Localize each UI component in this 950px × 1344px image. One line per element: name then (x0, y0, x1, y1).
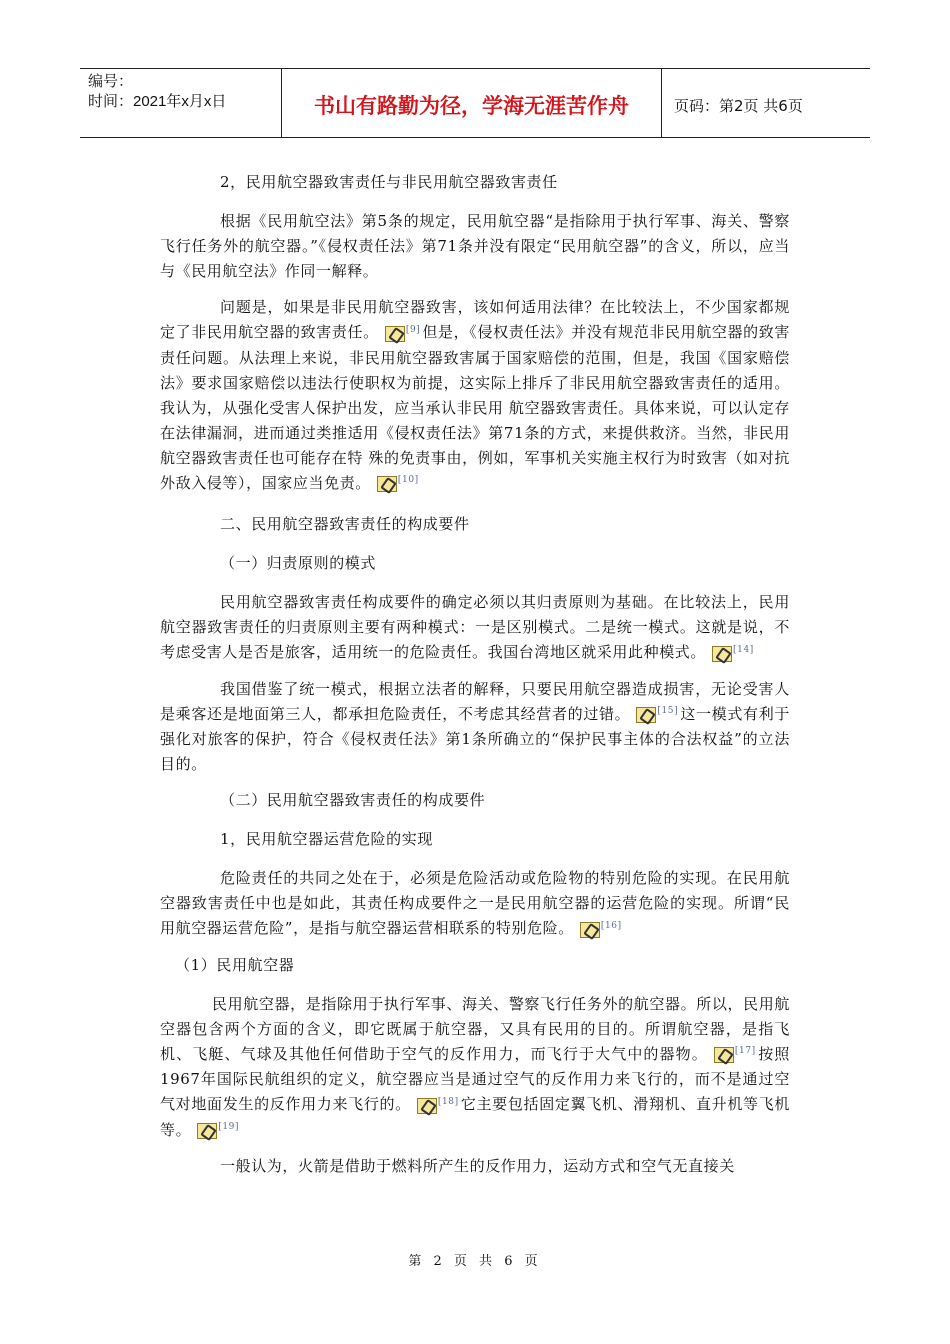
section-heading: （二）民用航空器致害责任的构成要件 (220, 791, 486, 809)
header-page-label: 页码：第2页 共6页 (674, 96, 803, 115)
footnote-link[interactable]: [19] (197, 1118, 239, 1143)
section-heading: 2，民用航空器致害责任与非民用航空器致害责任 (220, 173, 558, 191)
paragraph: 我国借鉴了统一模式，根据立法者的解释，只要民用航空器造成损害，无论受害人是乘客还是地面第三人，都承担危险责任，不考虑其经营者的过错。 [15] 这一模式有利于强化对旅客的保护，符合《侵权责任法》第1条所确立的“保护民事主体的合法权益”的立法目的。 (160, 679, 790, 773)
footnote-link[interactable]: [18] (417, 1093, 459, 1118)
paragraph: 一般认为，火箭是借助于燃料所产生的反作用力，运动方式和空气无直接关 (220, 1157, 735, 1175)
document-header (80, 68, 870, 138)
note-icon (712, 646, 732, 662)
footnote-link[interactable]: [17] (714, 1042, 756, 1067)
paragraph: 根据《民用航空法》第5条的规定，民用航空器“是指除用于执行军事、海关、警察飞行任务外的航空器。”《侵权责任法》第71条并没有限定“民用航空器”的含义，所以，应当与《民用航空法》作同一解释。 (160, 212, 790, 280)
document-body (160, 170, 790, 1190)
section-heading: （一）归责原则的模式 (220, 554, 377, 572)
footnote-link[interactable]: [14] (712, 641, 754, 666)
time-label: 时间：2021年x月x日 (88, 93, 227, 110)
note-icon (580, 922, 600, 938)
footnote-link[interactable]: [15] (636, 702, 678, 727)
footnote-link[interactable]: [10] (377, 471, 419, 496)
note-icon (714, 1047, 734, 1063)
note-icon (197, 1123, 217, 1139)
note-icon (636, 707, 656, 723)
footnote-link[interactable]: [16] (580, 917, 622, 942)
page-footer: 第 2 页 共 6 页 (408, 1254, 542, 1269)
header-meta (80, 69, 282, 137)
paragraph: 民用航空器致害责任构成要件的确定必须以其归责原则为基础。在比较法上，民用航空器致害责任的归责原则主要有两种模式：一是区别模式。二是统一模式。这就是说，不考虑受害人是否是旅客，适用统一的危险责任。我国台湾地区就采用此种模式。 [14] (160, 590, 790, 666)
paragraph: 危险责任的共同之处在于，必须是危险活动或危险物的特别危险的实现。在民用航空器致害责任中也是如此，其责任构成要件之一是民用航空器的运营危险的实现。所谓“民用航空器运营危险”，是指与航空器运营相联系的特别危险。 [16] (160, 866, 790, 942)
paragraph: 民用航空器，是指除用于执行军事、海关、警察飞行任务外的航空器。所以，民用航空器包含两个方面的含义，即它既属于航空器，又具有民用的目的。所谓航空器，是指飞机、飞艇、气球及其他任何借助于空气的反作用力，而飞行于大气中的器物。 [17] 按照1967年国际民航组织的定义，航空器应当是通过空气的反作用力来飞行的，而不是通过空气对地面发生的反作用力来飞行的。 [18] 它主要包括固定翼飞机、滑翔机、直升机等飞机等。 [19] (160, 992, 790, 1144)
note-icon (417, 1098, 437, 1114)
section-heading: 1，民用航空器运营危险的实现 (220, 830, 433, 848)
note-icon (377, 476, 397, 492)
footnote-link[interactable]: [9] (385, 321, 421, 346)
header-motto: 书山有路勤为径，学海无涯苦作舟 (282, 69, 662, 137)
section-heading: （1）民用航空器 (175, 955, 295, 974)
section-heading: 二、民用航空器致害责任的构成要件 (220, 515, 470, 533)
note-icon (385, 326, 405, 342)
paragraph: 问题是，如果是非民用航空器致害，该如何适用法律？在比较法上，不少国家都规定了非民用航空器的致害责任。 [9] 但是，《侵权责任法》并没有规范非民用航空器的致害责任问题。从法理上来说，非民用航空器致害属于国家赔偿的范围，但是，我国《国家赔偿法》要求国家赔偿以违法行使职权为前提，这实际上排斥了非民用航空器致害责任的适用。我认为，从强化受害人保护出发，应当承认非民用 航空器致害责任。具体来说，可以认定存在法律漏洞，进而通过类推适用《侵权责任法》第71条的方式，来提供救济。当然，非民用航空器致害责任也可能存在特 殊的免责事由，例如，军事机关实施主权行为时致害（如对抗外敌入侵等），国家应当免责。 [10] (160, 295, 790, 496)
number-label: 编号： (88, 73, 134, 90)
